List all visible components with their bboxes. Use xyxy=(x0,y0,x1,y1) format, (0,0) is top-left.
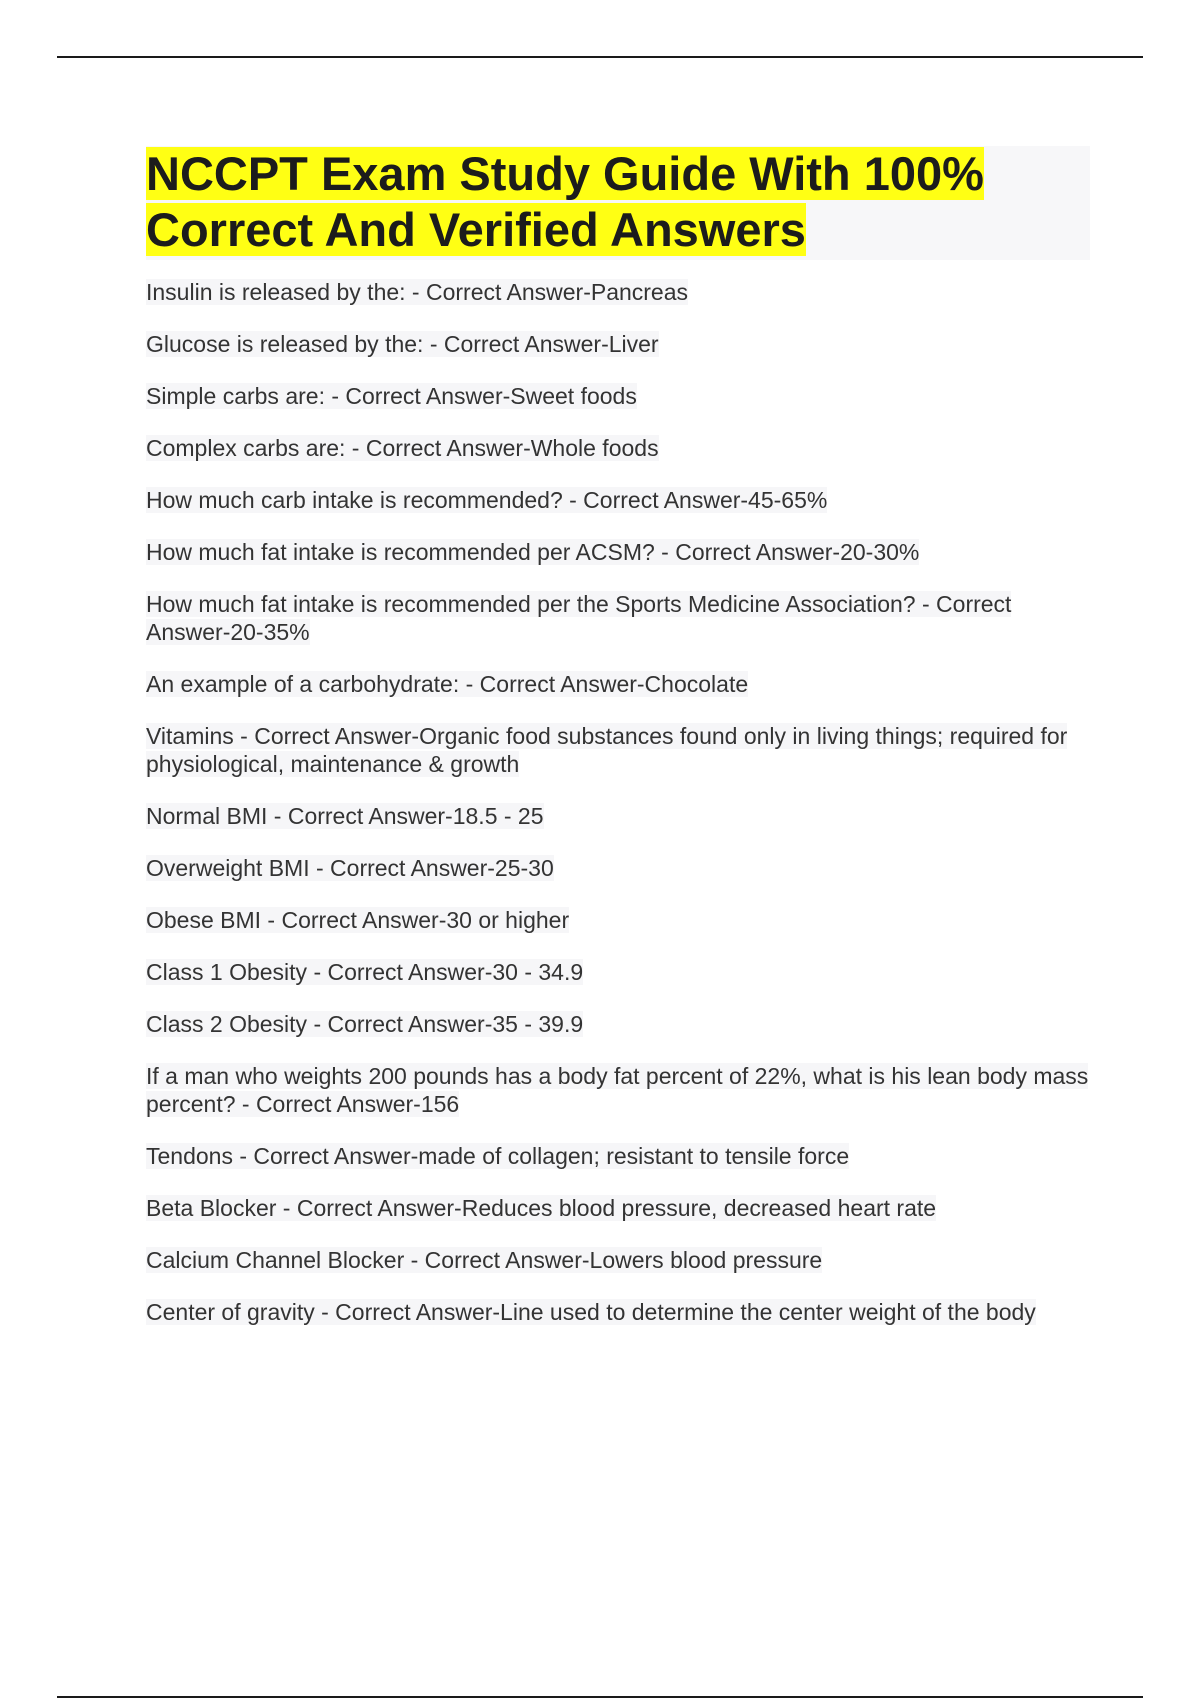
qa-item xyxy=(146,1062,1090,1118)
qa-item-text: Insulin is released by the: - Correct Answer-Pancreas xyxy=(146,279,689,305)
qa-item xyxy=(146,1298,1090,1326)
qa-item-text: Obese BMI - Correct Answer-30 or higher xyxy=(146,907,570,933)
qa-item xyxy=(146,958,1090,986)
qa-item-text: How much fat intake is recommended per ACSM? - Correct Answer-20-30% xyxy=(146,539,920,565)
qa-item xyxy=(146,590,1090,646)
qa-list xyxy=(146,278,1090,1326)
qa-item xyxy=(146,434,1090,462)
page-title-text: NCCPT Exam Study Guide With 100% Correct And Verified Answers xyxy=(146,147,984,256)
qa-item xyxy=(146,802,1090,830)
qa-item-text: Tendons - Correct Answer-made of collagen; resistant to tensile force xyxy=(146,1143,850,1169)
qa-item xyxy=(146,538,1090,566)
page-title xyxy=(146,146,1090,258)
document-body xyxy=(146,146,1090,1350)
qa-item-text: How much fat intake is recommended per the Sports Medicine Association? - Correct Answer-20-35% xyxy=(146,591,1012,645)
qa-item-text: Overweight BMI - Correct Answer-25-30 xyxy=(146,855,554,881)
qa-item xyxy=(146,854,1090,882)
qa-item-text: Class 2 Obesity - Correct Answer-35 - 39.9 xyxy=(146,1011,584,1037)
qa-item xyxy=(146,1246,1090,1274)
qa-item-text: Normal BMI - Correct Answer-18.5 - 25 xyxy=(146,803,544,829)
qa-item-text: Vitamins - Correct Answer-Organic food substances found only in living things; required for physiological, maintenance & growth xyxy=(146,723,1068,777)
qa-item xyxy=(146,382,1090,410)
qa-item xyxy=(146,486,1090,514)
qa-item-text: Simple carbs are: - Correct Answer-Sweet foods xyxy=(146,383,637,409)
qa-item-text: Class 1 Obesity - Correct Answer-30 - 34.9 xyxy=(146,959,584,985)
qa-item xyxy=(146,722,1090,778)
qa-item-text: Beta Blocker - Correct Answer-Reduces blood pressure, decreased heart rate xyxy=(146,1195,937,1221)
top-rule xyxy=(57,56,1143,58)
qa-item xyxy=(146,670,1090,698)
qa-item-text: Center of gravity - Correct Answer-Line used to determine the center weight of the body xyxy=(146,1299,1036,1325)
qa-item xyxy=(146,278,1090,306)
bottom-rule xyxy=(57,1696,1143,1698)
qa-item-text: Glucose is released by the: - Correct Answer-Liver xyxy=(146,331,659,357)
qa-item-text: Complex carbs are: - Correct Answer-Whole foods xyxy=(146,435,659,461)
qa-item-text: Calcium Channel Blocker - Correct Answer-Lowers blood pressure xyxy=(146,1247,823,1273)
qa-item-text: An example of a carbohydrate: - Correct Answer-Chocolate xyxy=(146,671,749,697)
title-block xyxy=(146,146,1090,260)
qa-item xyxy=(146,1142,1090,1170)
qa-item xyxy=(146,1194,1090,1222)
qa-item xyxy=(146,906,1090,934)
qa-item-text: How much carb intake is recommended? - Correct Answer-45-65% xyxy=(146,487,828,513)
qa-item xyxy=(146,1010,1090,1038)
qa-item-text: If a man who weights 200 pounds has a body fat percent of 22%, what is his lean body mass percent? - Correct Answer-156 xyxy=(146,1063,1089,1117)
qa-item xyxy=(146,330,1090,358)
